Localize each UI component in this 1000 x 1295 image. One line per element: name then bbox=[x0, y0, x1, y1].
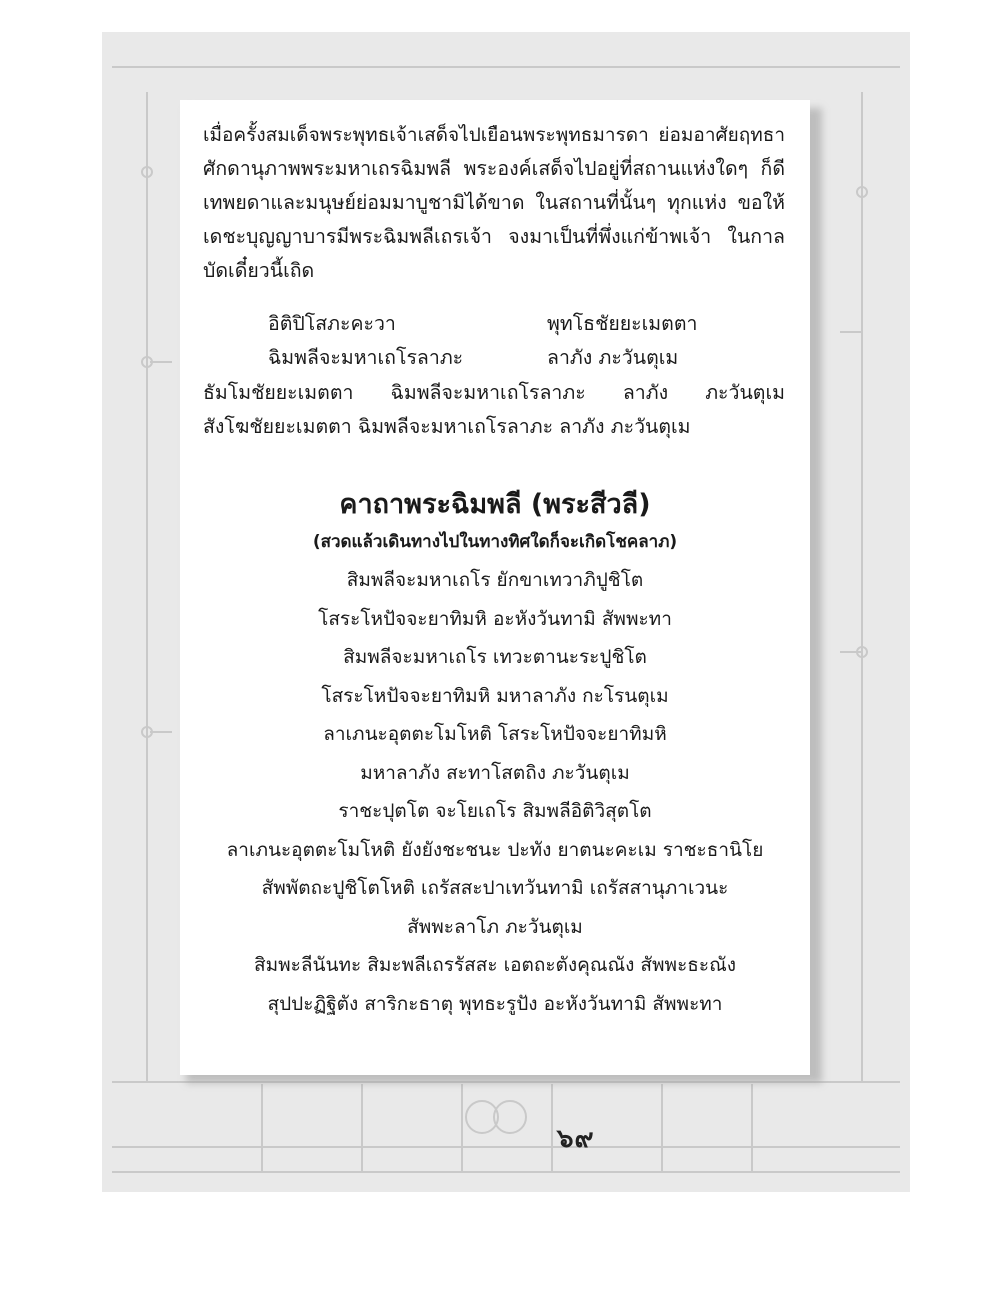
verse-line: ลาเภนะอุตตะโมโหติ ยังยังชะชนะ ปะทัง ยาตนะคะเม ราชะธานิโย bbox=[226, 838, 764, 861]
intro-line: เดชะบุญญาบารมีพระฉิมพลีเถรเจ้า จงมาเป็นที่พึ่งแก่ข้าพเจ้า ในกาล bbox=[203, 225, 785, 248]
gatha-title: คาถาพระฉิมพลี (พระสีวลี) bbox=[339, 489, 651, 520]
chant-pair-right: ลาภัง ภะวันตุเม bbox=[547, 346, 679, 369]
verse-line: มหาลาภัง สะทาโสตถิง ภะวันตุเม bbox=[360, 761, 630, 784]
verse-line: โสระโหปัจจะยาทิมหิ อะหังวันทามิ สัพพะทา bbox=[318, 607, 672, 630]
intro-paragraph bbox=[203, 118, 785, 288]
intro-line: เมื่อครั้งสมเด็จพระพุทธเจ้าเสด็จไปเยือนพระพุทธมารดา ย่อมอาศัยฤทธา bbox=[203, 124, 785, 146]
chant-pair-left: ฉิมพลีจะมหาเถโรลาภะ bbox=[268, 346, 464, 369]
verse-line: โสระโหปัจจะยาทิมหิ มหาลาภัง กะโรนตุเม bbox=[321, 684, 669, 707]
verse-line: สัพพะลาโภ ภะวันตุเม bbox=[407, 915, 583, 938]
stanza-paragraph bbox=[203, 376, 785, 444]
verse-line: สุปปะฏิฐิตัง สาริกะธาตุ พุทธะรูปัง อะหังวันทามิ สัพพะทา bbox=[267, 992, 723, 1015]
chant-pair-right: พุทโธชัยยะเมตตา bbox=[547, 312, 698, 335]
intro-line: เทพยดาและมนุษย์ย่อมมาบูชามิได้ขาด ในสถานที่นั้นๆ ทุกแห่ง ขอให้ bbox=[203, 191, 785, 214]
stanza-line: ธัมโมชัยยะเมตตา ฉิมพลีจะมหาเถโรลาภะ ลาภัง ภะวันตุเม bbox=[203, 381, 785, 404]
verse-line: สัพพัตถะปูชิโตโหติ เถรัสสะปาเทวันทามิ เถรัสสานุภาเวนะ bbox=[261, 877, 729, 899]
chant-pair-left: อิติปิโสภะคะวา bbox=[268, 312, 396, 335]
verse-line: ลาเภนะอุตตะโมโหติ โสระโหปัจจะยาทิมหิ bbox=[323, 723, 667, 745]
verse-line: ราชะปุตโต จะโยเถโร สิมพลีอิติวิสุตโต bbox=[338, 800, 652, 822]
gatha-subtitle: (สวดแล้วเดินทางไปในทางทิศใดก็จะเกิดโชคลาภ) bbox=[312, 532, 678, 552]
page-number: ๖๙ bbox=[557, 1124, 595, 1154]
intro-line: บัดเดี๋ยวนี้เถิด bbox=[203, 259, 315, 282]
intro-line: ศักดานุภาพพระมหาเถรฉิมพลี พระองค์เสด็จไปอยู่ที่สถานแห่งใดๆ ก็ดี bbox=[203, 157, 785, 180]
verse-line: สิมพะลีนันทะ สิมะพลีเถรรัสสะ เอตถะตังคุณณัง สัพพะธะณัง bbox=[254, 954, 736, 976]
verse-line: สิมพลีจะมหาเถโร เทวะตานะระปูชิโต bbox=[343, 646, 647, 668]
gatha-verse bbox=[180, 561, 810, 1023]
stanza-line: สังโฆชัยยะเมตตา ฉิมพลีจะมหาเถโรลาภะ ลาภัง ภะวันตุเม bbox=[203, 415, 691, 438]
verse-line: สิมพลีจะมหาเถโร ยักขาเทวาภิปูชิโต bbox=[346, 569, 644, 591]
